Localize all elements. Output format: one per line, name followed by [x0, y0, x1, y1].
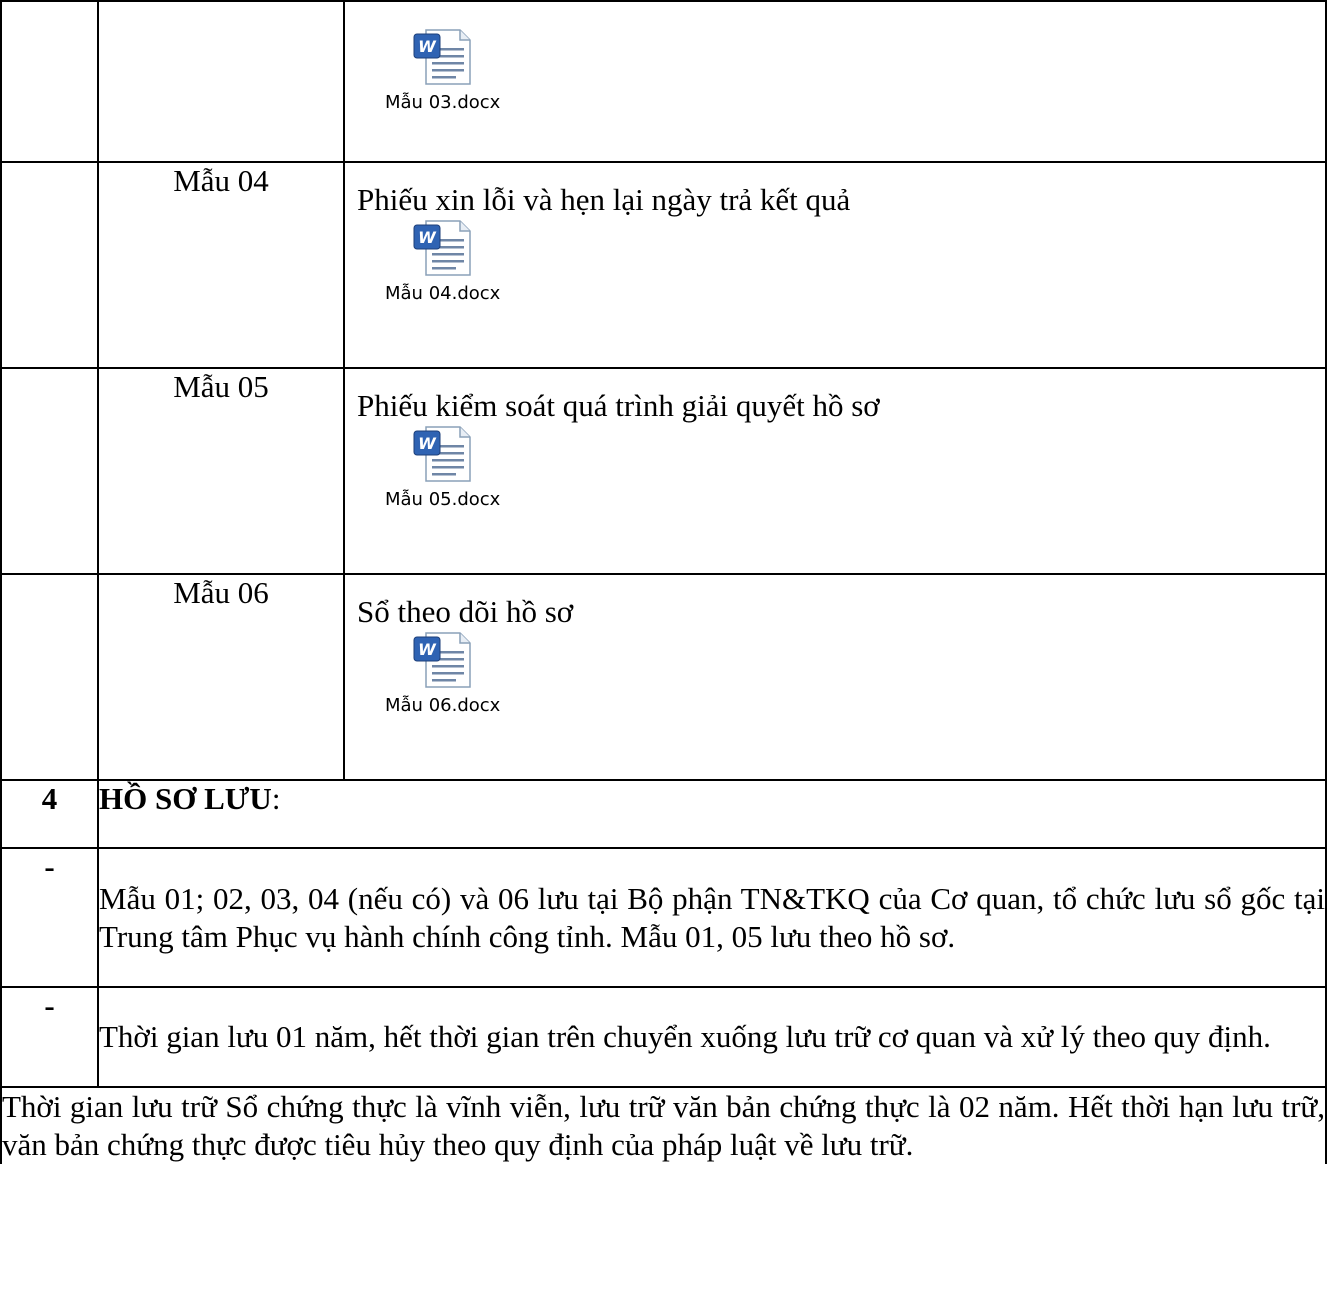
form-label-cell: [98, 574, 344, 780]
attachment-mau-06[interactable]: [385, 631, 500, 716]
item-marker: -: [1, 987, 98, 1087]
item-marker: -: [1, 848, 98, 987]
attachment-filename: Mẫu 03.docx: [385, 92, 501, 113]
footer-note: Thời gian lưu trữ Sổ chứng thực là vĩnh viễn, lưu trữ văn bản chứng thực là 02 năm. Hết thời hạn lưu trữ, văn bản chứng thực được tiêu hủy theo quy định của pháp luật về lưu trữ.: [2, 1089, 1325, 1162]
svg-text:W: W: [417, 640, 436, 659]
form-title: Sổ theo dõi hồ sơ: [357, 594, 574, 629]
form-content-cell: [344, 1, 1326, 162]
form-content-cell: [344, 574, 1326, 780]
attachment-filename: Mẫu 06.docx: [385, 695, 501, 716]
table-row: [1, 162, 1326, 368]
attachment-mau-05[interactable]: [385, 425, 500, 510]
attachment-mau-04[interactable]: [385, 219, 500, 304]
word-document-icon: [412, 631, 474, 689]
svg-text:W: W: [417, 434, 436, 453]
attachment-mau-03[interactable]: [385, 28, 500, 113]
form-label: Mẫu 05: [173, 369, 269, 404]
form-label: Mẫu 06: [173, 575, 269, 610]
table-row: [1, 574, 1326, 780]
list-item: [1, 848, 1326, 987]
section-number: 4: [1, 780, 98, 848]
empty-cell: [1, 574, 98, 780]
word-document-icon: [412, 219, 474, 277]
form-title: Phiếu kiểm soát quá trình giải quyết hồ sơ: [357, 388, 880, 423]
item-text: Mẫu 01; 02, 03, 04 (nếu có) và 06 lưu tại Bộ phận TN&TKQ của Cơ quan, tổ chức lưu sổ gốc tại Trung tâm Phục vụ hành chính công tỉnh. Mẫu 01, 05 lưu theo hồ sơ.: [98, 848, 1326, 987]
empty-cell: [1, 1, 98, 162]
svg-text:W: W: [417, 228, 436, 247]
attachment-filename: Mẫu 05.docx: [385, 489, 501, 510]
section-title-suffix: :: [271, 781, 281, 816]
form-label-cell: [98, 368, 344, 574]
empty-cell: [1, 162, 98, 368]
form-title: Phiếu xin lỗi và hẹn lại ngày trả kết quả: [357, 182, 851, 217]
section-title: HỒ SƠ LƯU: [99, 781, 272, 816]
section-header-row: [1, 780, 1326, 848]
section-title-cell: [98, 780, 1326, 848]
word-document-icon: [412, 28, 474, 86]
attachment-filename: Mẫu 04.docx: [385, 283, 501, 304]
form-label: Mẫu 04: [173, 163, 269, 198]
form-content-cell: [344, 368, 1326, 574]
item-text: Thời gian lưu 01 năm, hết thời gian trên chuyển xuống lưu trữ cơ quan và xử lý theo quy định.: [98, 987, 1326, 1087]
form-content-cell: [344, 162, 1326, 368]
table-row: [1, 1, 1326, 162]
list-item: [1, 987, 1326, 1087]
table-row: [1, 368, 1326, 574]
empty-cell: [1, 368, 98, 574]
svg-text:W: W: [417, 37, 436, 56]
word-document-icon: [412, 425, 474, 483]
form-label-cell: [98, 162, 344, 368]
form-label-cell: [98, 1, 344, 162]
footer-row: [1, 1087, 1326, 1164]
